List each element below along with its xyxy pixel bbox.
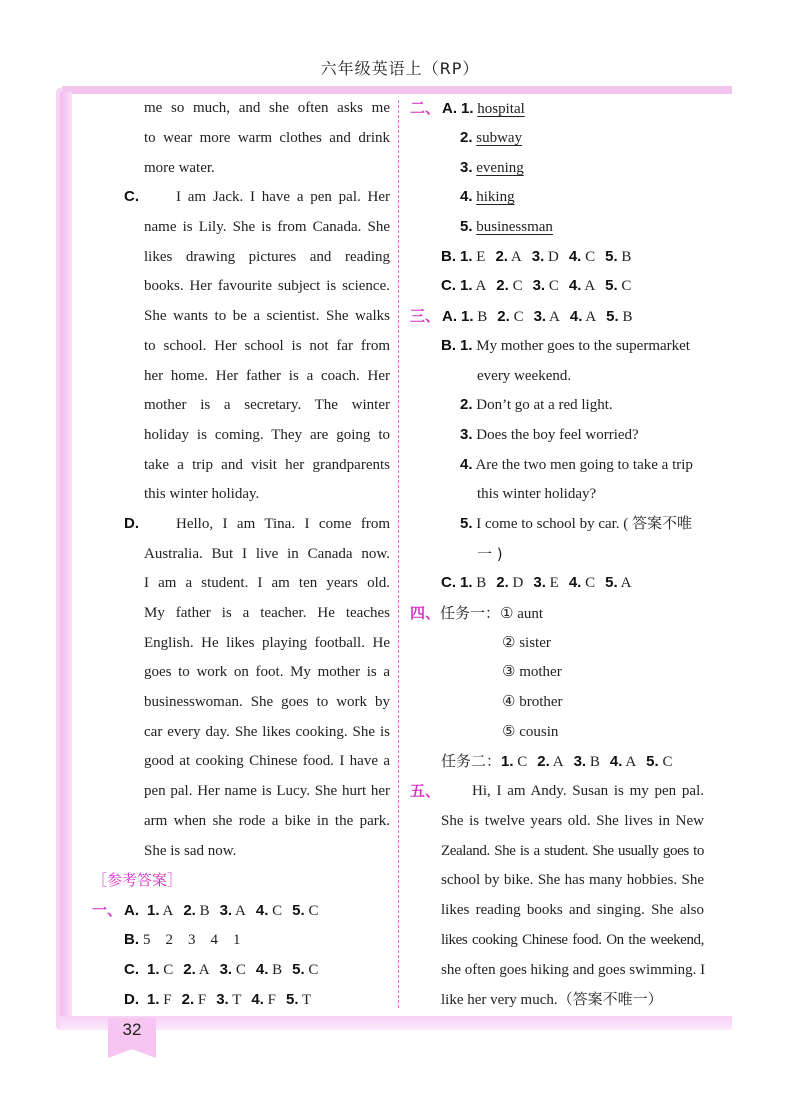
section-1-c-row (124, 961, 328, 979)
section-1-b-label: B. (124, 931, 139, 948)
frame-top-edge (62, 86, 732, 94)
section-5-line: likes cooking Chinese food. On the weekend, (441, 932, 704, 948)
answer: B (477, 309, 488, 325)
item-number: 5. (286, 991, 299, 1008)
passage-d-line: goes to work on foot. My mother is a (144, 664, 390, 680)
passage-c-line: She wants to be a scientist. She walks (144, 308, 390, 324)
answer: B (621, 249, 632, 265)
task-1-answer: ④ brother (502, 694, 563, 710)
answer: D (548, 249, 559, 265)
answer: C (308, 903, 319, 919)
section-4-task1-row (410, 604, 543, 623)
item-number: 3. (533, 308, 547, 325)
section-5-line: she often goes hiking and goes swimming. I (441, 962, 706, 978)
item-number: 3. (460, 159, 473, 176)
item-number: 1. (147, 902, 160, 919)
sentence-continuation: this winter holiday? (477, 486, 597, 502)
frame-bottom-edge (60, 1016, 732, 1030)
item-number: 2. (460, 129, 473, 146)
task-2-label: 任务二： (441, 752, 502, 770)
passage-c-line: holiday is coming. They are going to (144, 427, 390, 443)
item-number: 4. (255, 961, 269, 978)
item-number: 1. (501, 753, 514, 770)
sentence: Are the two men going to take a trip (475, 457, 693, 473)
column-divider (398, 100, 399, 1008)
passage-d-line: I am a student. I am ten years old. (144, 575, 390, 591)
sentence: My mother goes to the supermarket (476, 338, 690, 354)
answer: B (199, 903, 210, 919)
section-4-mark: 四、 (410, 604, 441, 622)
section-2-c-row (441, 277, 641, 295)
section-5-line: She is twelve years old. She lives in New (441, 813, 704, 829)
answer: D (512, 575, 524, 591)
answer-word: businessman (476, 219, 553, 235)
reference-answers-heading: ［参考答案］ (92, 871, 183, 889)
item-number: 5. (460, 515, 473, 532)
passage-d-line: good at cooking Chinese food. I have a (144, 753, 390, 769)
intro-line: more water. (144, 160, 215, 176)
task-1-answer: ③ mother (502, 664, 562, 680)
answer: B (589, 754, 600, 770)
answer: C (548, 278, 559, 294)
answer: A (620, 575, 632, 591)
passage-d-line: pen pal. Her name is Lucy. She hurt her (144, 783, 390, 799)
answer: F (197, 992, 207, 1008)
answer-word: hospital (477, 101, 525, 117)
passage-c-line: her home. Her father is a coach. Her (144, 368, 390, 384)
item-number: 1. (461, 100, 474, 117)
section-2-mark: 二、 (410, 99, 441, 117)
section-3-a-row (410, 307, 642, 326)
passage-c-line: take a trip and visit her grandparents (144, 457, 390, 473)
section-2-b-row (441, 248, 641, 266)
passage-c-first-line: I am Jack. I have a pen pal. Her (176, 189, 390, 205)
item-number: 1. (147, 961, 160, 978)
answer-word: evening (476, 160, 524, 176)
task-1-label: 任务一： (440, 604, 501, 622)
item-number: 3. (219, 961, 233, 978)
passage-d-line: My father is a teacher. He teaches (144, 605, 390, 621)
task-1-answer: ② sister (502, 635, 551, 651)
task-1-answer: ① aunt (500, 606, 544, 622)
item-number: 2. (497, 308, 510, 325)
section-3-c-label: C. (441, 574, 456, 591)
section-2-c-label: C. (441, 277, 456, 294)
passage-c-line: name is Lily. She is from Canada. She (144, 219, 390, 235)
section-1-d-row (124, 991, 321, 1009)
item-number: 2. (181, 991, 195, 1008)
answer: A (510, 249, 522, 265)
intro-line: me so much, and she often asks me (144, 100, 390, 116)
passage-c-label: C. (124, 188, 139, 205)
answer: A (235, 903, 246, 919)
item-number: 2. (183, 961, 196, 978)
answer: C (308, 962, 319, 978)
answer: A (552, 754, 564, 770)
sentence: Does the boy feel worried? (476, 427, 639, 443)
item-number: 2. (537, 753, 550, 770)
answer: C (662, 754, 673, 770)
section-1-b-sequence: 5 2 3 4 1 (143, 932, 241, 948)
frame-left-edge (60, 92, 72, 1022)
item-number: 4. (251, 991, 264, 1008)
section-5-line: likes reading books and singing. She also (441, 902, 704, 918)
section-1-b-row (124, 931, 241, 949)
item-number: 3. (216, 991, 229, 1008)
answer: C (621, 278, 632, 294)
passage-d-first-line: Hello, I am Tina. I come from (176, 516, 390, 532)
answer-word: hiking (476, 189, 515, 205)
page-header-title: 六年级英语上（RP） (320, 59, 480, 78)
section-1-c-label: C. (124, 961, 139, 978)
section-1-a-label: A. (124, 902, 140, 919)
item-number: 5. (605, 277, 618, 294)
item-number: 4. (255, 902, 269, 919)
item-number: 3. (219, 902, 233, 919)
passage-c-line: mother is a secretary. The winter (144, 397, 390, 413)
sentence-continuation: every weekend. (477, 368, 572, 384)
answer: A (198, 962, 210, 978)
item-number: 3. (573, 753, 587, 770)
section-3-b3-row (460, 426, 639, 444)
section-4-task2-row (441, 752, 682, 771)
passage-d-line: arm when she rode a bike in the park. (144, 813, 390, 829)
section-5-line: Zealand. She is a student. She usually goes to (441, 843, 704, 859)
item-number: 4. (569, 308, 583, 325)
item-number: 2. (496, 574, 509, 591)
item-number: 2. (495, 248, 508, 265)
intro-line: to wear more warm clothes and drink (144, 130, 390, 146)
section-5-line: school by bike. She has many hobbies. She (441, 872, 704, 888)
passage-c-line: to school. Her school is not far from (144, 338, 390, 354)
section-3-b5-row (460, 515, 692, 533)
answer-word: subway (476, 130, 523, 146)
section-1-mark: 一、 (92, 901, 123, 919)
section-2-a-row (460, 159, 524, 177)
item-number: 1. (147, 991, 160, 1008)
answer: A (475, 278, 487, 294)
section-5-row (410, 782, 440, 801)
answer: E (549, 575, 559, 591)
section-3-b-label: B. (441, 337, 456, 354)
section-3-a-label: A. (442, 308, 458, 325)
answer: B (272, 962, 283, 978)
item-number: 4. (460, 456, 473, 473)
item-number: 5. (606, 308, 619, 325)
passage-c-line: likes drawing pictures and reading (144, 249, 390, 265)
section-5-mark: 五、 (410, 782, 441, 800)
passage-d-label: D. (124, 515, 139, 532)
answer: C (235, 962, 246, 978)
item-number: 2. (460, 396, 473, 413)
answer: E (476, 249, 486, 265)
item-number: 2. (496, 277, 509, 294)
answer: T (302, 992, 312, 1008)
item-number: 3. (531, 248, 545, 265)
section-3-b4-row (460, 456, 693, 474)
passage-d-line: She is sad now. (144, 843, 237, 859)
item-number: 5. (292, 961, 305, 978)
answer: C (512, 278, 523, 294)
section-2-a-row (410, 99, 525, 118)
answer: A (549, 309, 560, 325)
section-3-b2-row (460, 396, 613, 414)
item-number: 1. (460, 337, 473, 354)
section-2-a-label: A. (442, 100, 458, 117)
section-2-a-row (460, 218, 553, 236)
item-number: 1. (460, 248, 473, 265)
item-number: 5. (646, 753, 659, 770)
item-number: 5. (460, 218, 473, 235)
item-number: 4. (460, 188, 473, 205)
answer: T (232, 992, 242, 1008)
page-number: 32 (122, 1020, 142, 1039)
answer: F (163, 992, 172, 1008)
item-number: 4. (568, 277, 582, 294)
item-number: 1. (460, 574, 473, 591)
answer: F (267, 992, 276, 1008)
passage-c-line: this winter holiday. (144, 486, 260, 502)
answer: A (162, 903, 174, 919)
item-number: 3. (532, 277, 546, 294)
answer: A (584, 278, 596, 294)
section-5-first-line: Hi, I am Andy. Susan is my pen pal. (472, 783, 704, 799)
answer: A (585, 309, 597, 325)
answer: C (517, 754, 528, 770)
passage-d-line: businesswoman. She goes to work by (144, 694, 390, 710)
section-3-c-row (441, 574, 641, 592)
section-3-b1-row (441, 337, 690, 355)
item-number: 5. (292, 902, 305, 919)
answer: C (585, 575, 596, 591)
sentence: Don’t go at a red light. (476, 397, 613, 413)
section-1-d-label: D. (124, 991, 139, 1008)
answer: C (585, 249, 596, 265)
section-2-a-row (460, 129, 522, 147)
item-number: 1. (461, 308, 474, 325)
item-number: 2. (183, 902, 196, 919)
answer: B (622, 309, 633, 325)
passage-c-line: books. Her favourite subject is science. (144, 278, 390, 294)
sentence: I come to school by car. ( 答案不唯 (476, 516, 693, 532)
section-3-mark: 三、 (410, 307, 441, 325)
item-number: 4. (609, 753, 623, 770)
item-number: 5. (605, 574, 618, 591)
item-number: 5. (605, 248, 618, 265)
item-number: 3. (460, 426, 473, 443)
answer: A (625, 754, 637, 770)
answer: C (513, 309, 524, 325)
item-number: 1. (460, 277, 473, 294)
section-2-b-label: B. (441, 248, 456, 265)
item-number: 4. (568, 574, 582, 591)
section-2-a-row (460, 188, 515, 206)
section-5-last-line: like her very much.（答案不唯一） (441, 992, 663, 1008)
section-1-a-row (92, 901, 328, 920)
item-number: 3. (533, 574, 546, 591)
task-1-answer: ⑤ cousin (502, 724, 559, 740)
passage-d-line: English. He likes playing football. He (144, 635, 390, 651)
sentence-continuation: 一 ) (477, 545, 503, 563)
passage-d-line: Australia. But I live in Canada now. (144, 546, 390, 562)
answer: C (163, 962, 174, 978)
answer: B (476, 575, 487, 591)
answer: C (272, 903, 283, 919)
passage-d-line: car every day. She likes cooking. She is (144, 724, 390, 740)
item-number: 4. (568, 248, 582, 265)
